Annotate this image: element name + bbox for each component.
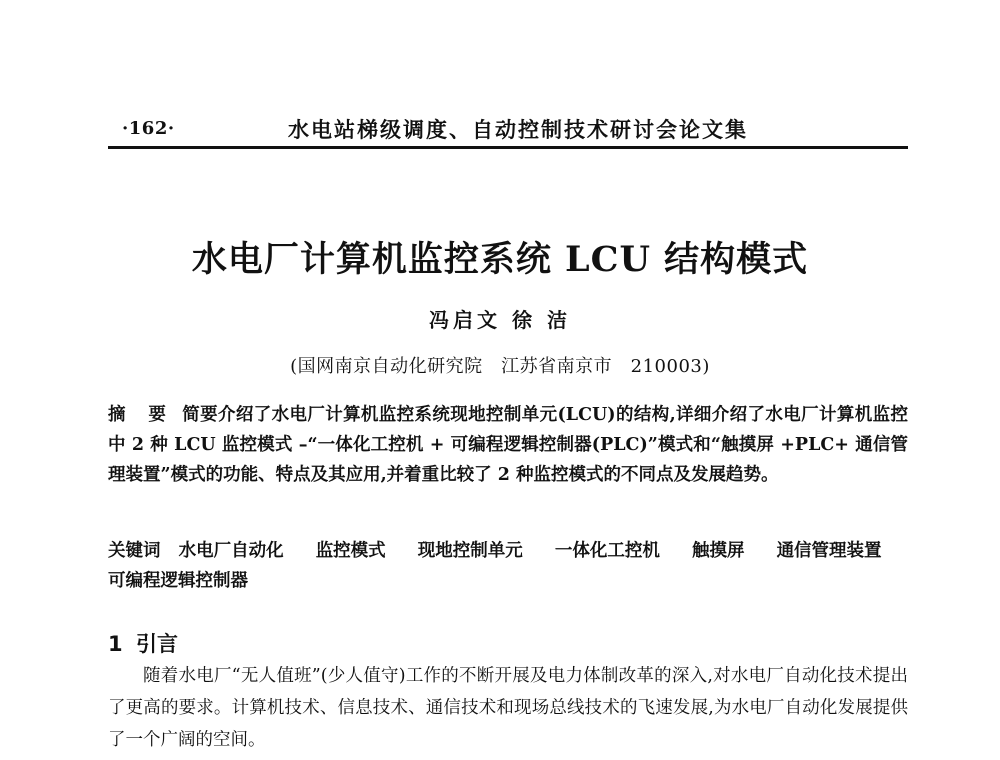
keyword: 触摸屏 [691, 541, 745, 561]
authors: 冯启文 徐 洁 [429, 308, 571, 332]
section-heading [108, 628, 178, 658]
keywords-label: 关键词 [108, 541, 161, 561]
section-title: 引言 [136, 632, 178, 656]
keyword: 通信管理装置 [776, 541, 882, 561]
affiliation: (国网南京自动化研究院 江苏省南京市 210003) [290, 356, 710, 377]
keyword: 水电厂自动化 [178, 541, 284, 561]
running-head [108, 114, 908, 144]
keyword: 可编程逻辑控制器 [108, 571, 248, 591]
body-paragraph: 随着水电厂“无人值班”(少人值守)工作的不断开展及电力体制改革的深入,对水电厂自动化技术提出了更高的要求。计算机技术、信息技术、通信技术和现场总线技术的飞速发展,为水电厂自动化发展提供了一个广阔的空间。 [108, 666, 908, 750]
keyword: 监控模式 [315, 541, 386, 561]
page-number: ·162· [122, 118, 175, 139]
section-number: 1 [108, 632, 123, 656]
keywords [108, 536, 908, 596]
abstract-label: 摘 要 [108, 405, 175, 425]
abstract-text: 简要介绍了水电厂计算机监控系统现地控制单元(LCU)的结构,详细介绍了水电厂计算机监控中 2 种 LCU 监控模式 –“一体化工控机 + 可编程逻辑控制器(PLC)”模式和“触摸屏 +PLC+ 通信管理装置”模式的功能、特点及其应用,并着重比较了 2 种监控模式的不同点及发展趋势。 [108, 405, 908, 485]
journal-title: 水电站梯级调度、自动控制技术研讨会论文集 [288, 117, 748, 142]
keyword: 一体化工控机 [554, 541, 660, 561]
paper-title: 水电厂计算机监控系统 LCU 结构模式 [191, 239, 809, 280]
header-rule [108, 146, 908, 149]
keyword: 现地控制单元 [417, 541, 523, 561]
abstract [108, 400, 908, 490]
